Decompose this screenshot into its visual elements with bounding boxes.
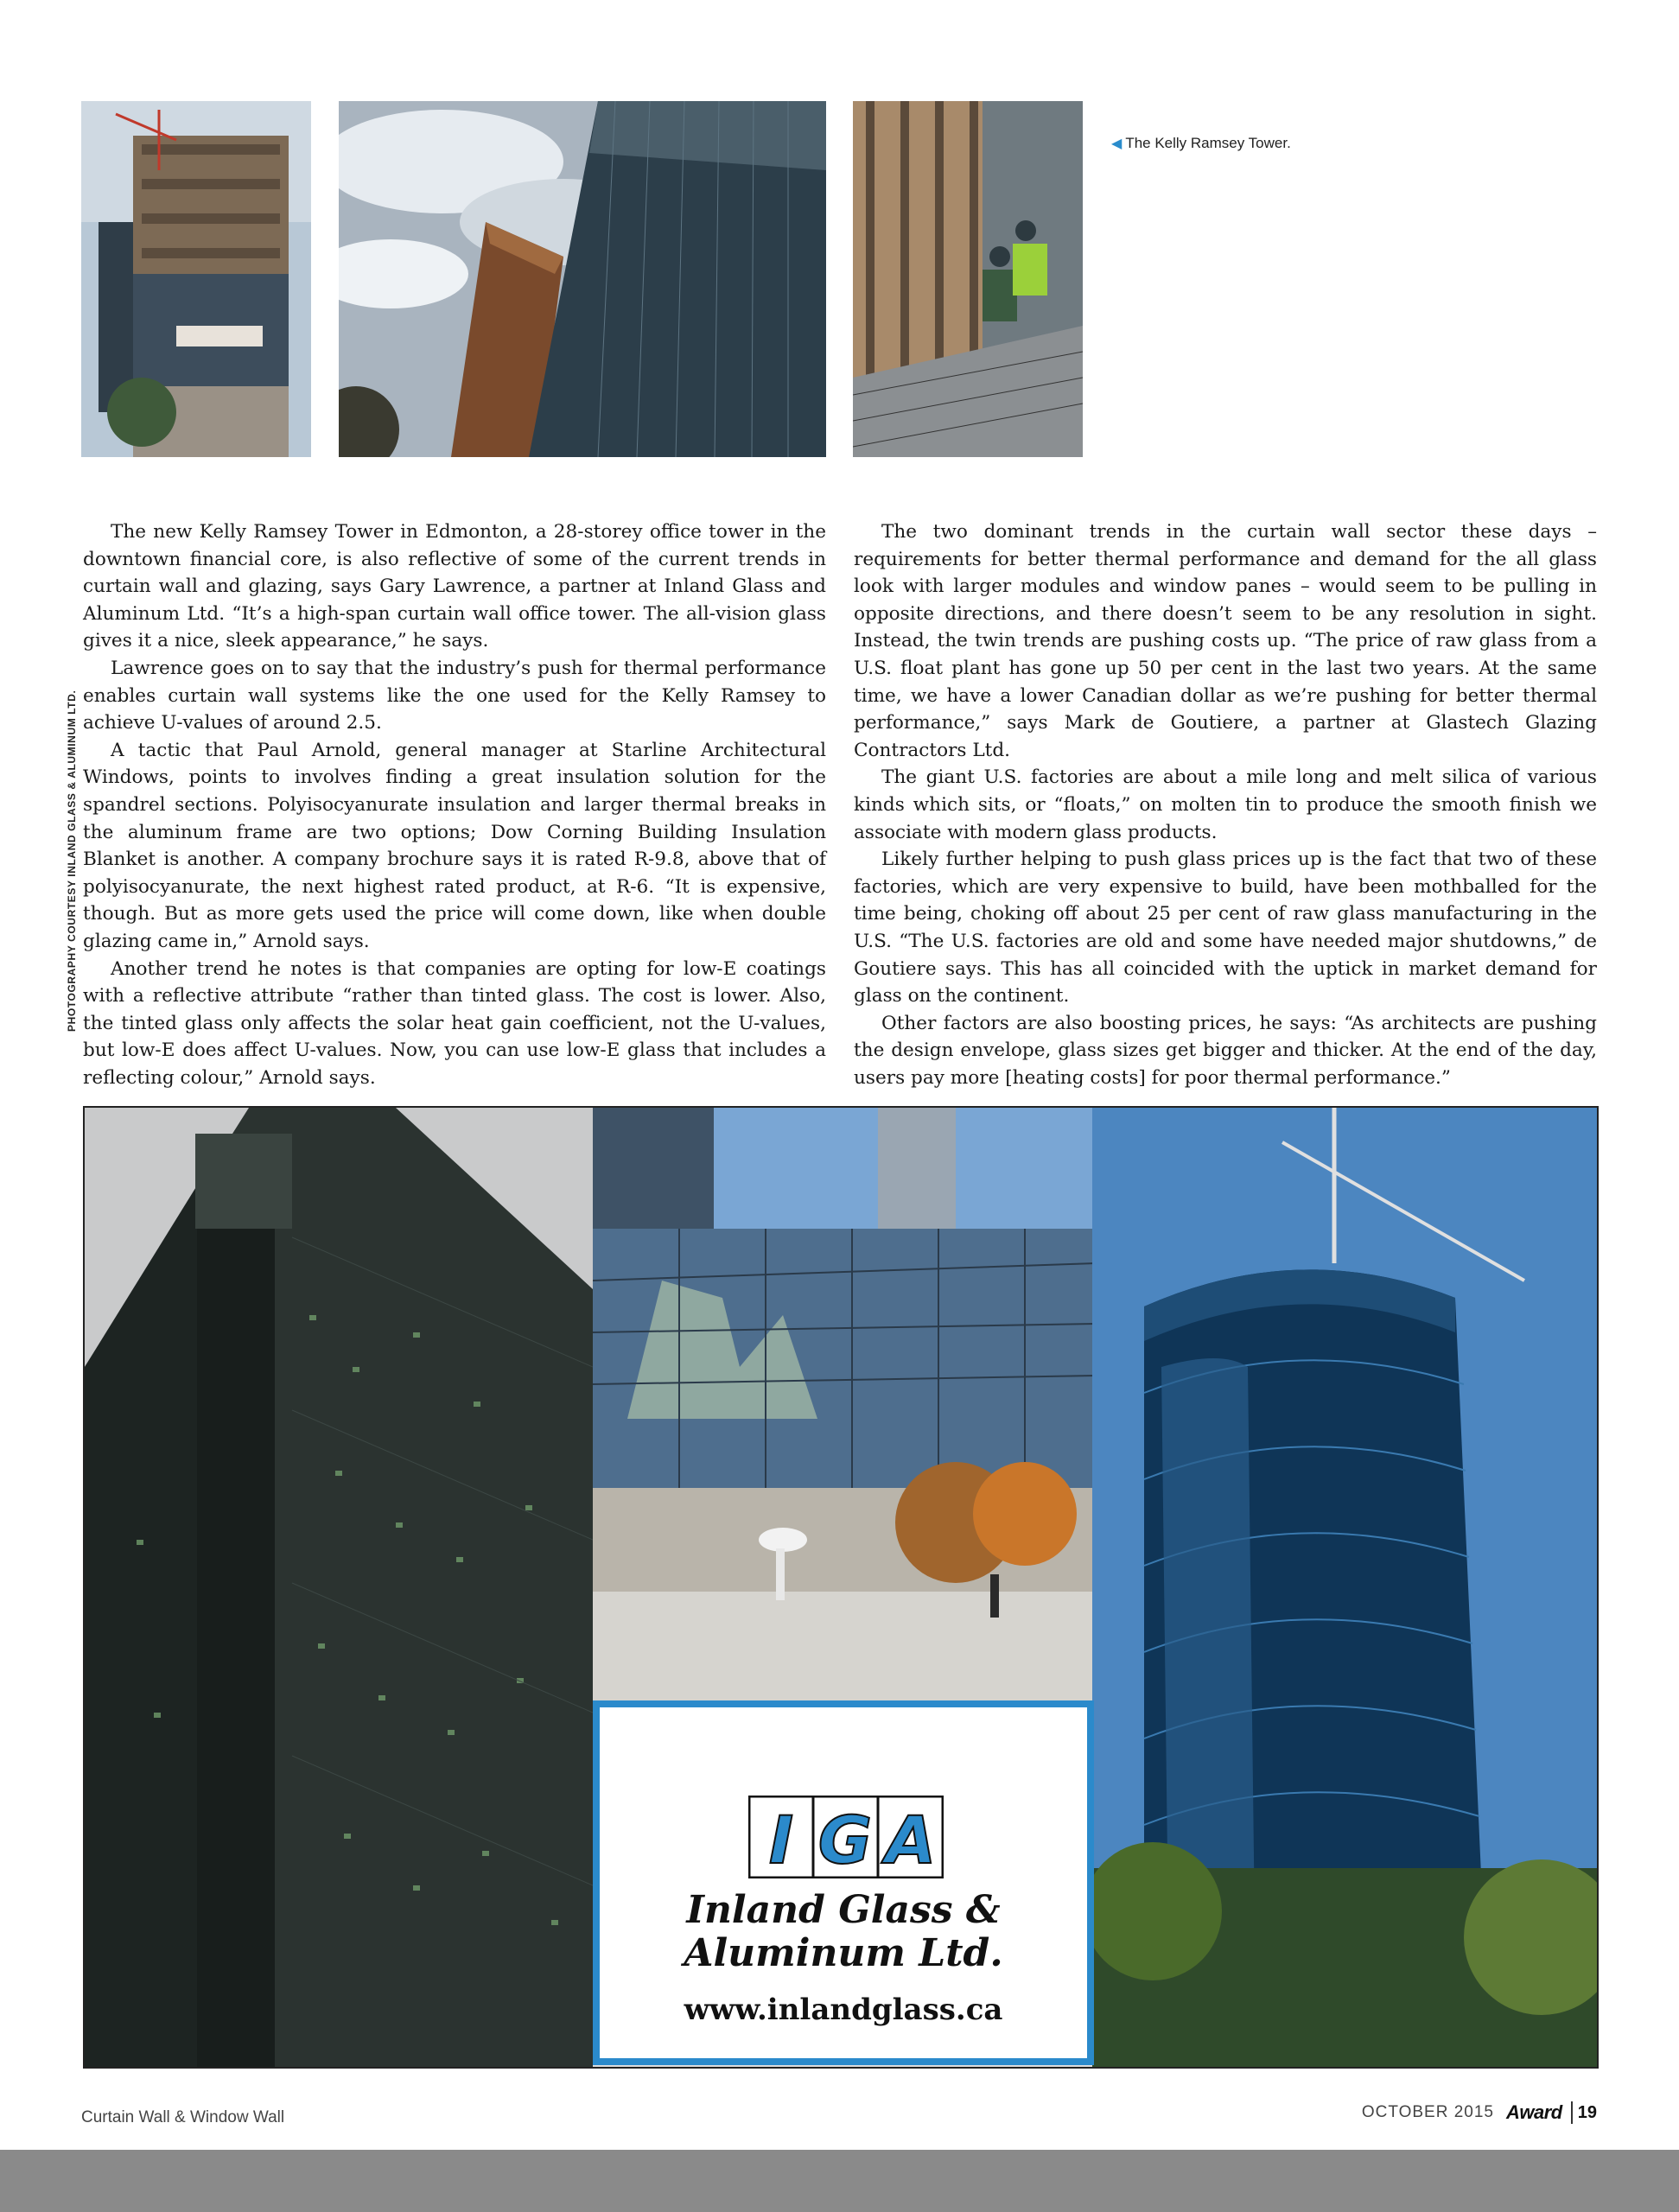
article-column-right [854,518,1597,1091]
advertisement-collage [83,1106,1599,2069]
photo-curved-glass-tower [1092,1108,1599,2067]
paragraph: Another trend he notes is that companies are opting for low-E coatings with a reflective attribute “rather than tinted glass. The cost is lower. Also, the tinted glass only affects the solar heat gain coefficient, not the U-values, but low-E does affect U-values. Now, you can use low-E glass that includes a reflecting colour,” Arnold says. [83,957,826,1089]
iga-logo-icon [748,1796,944,1878]
award-logo: Award [1506,2101,1562,2123]
photo-tower-construction [81,101,311,457]
caret-left-icon: ◀ [1111,137,1123,151]
logo-letter: G [817,1802,873,1878]
company-website[interactable]: www.inlandglass.ca [684,1993,1003,2027]
caption-text: The Kelly Ramsey Tower. [1125,135,1291,151]
paragraph: The two dominant trends in the curtain wall sector these days – requirements for better thermal performance and demand for the all glass look with larger modules and window panes – would seem to be pulling in opposite directions, and there doesn’t seem to be any resolution in sight. Instead, the twin trends are pushing costs up. “The price of raw glass from a U.S. float plant has gone up 50 per cent in the last two years. At the same time, we have a lower Canadian dollar as we’re pushing for better thermal performance,” says Mark de Goutiere, a partner at Glastech Glazing Contractors Ltd. [854,521,1597,761]
footer-section: Curtain Wall & Window Wall [81,2108,285,2126]
logo-letter: I [768,1802,794,1878]
paragraph: Other factors are also boosting prices, he says: “As architects are pushing the design envelope, glass sizes get bigger and thicker. At the end of the day, users pay more [heating costs] for poor thermal performance.” [854,1012,1597,1089]
paragraph: A tactic that Paul Arnold, general manager at Starline Architectural Windows, points to involves finding a great insulation solution for the spandrel sections. Polyisocyanurate insulation and larger thermal breaks in the aluminum frame are two options; Dow Corning Building Insulation Blanket is another. A company brochure says it is rated R-9.8, above that of polyisocyanurate, the next highest rated product, at R-6. “It is expensive, though. But as more gets used the price will come down, like when double glazing came in,” Arnold says. [83,739,826,952]
company-name-line1: Inland Glass & [686,1888,1001,1932]
folio-divider [1571,2101,1573,2124]
paragraph: The new Kelly Ramsey Tower in Edmonton, a 28-storey office tower in the downtown financial core, is also reflective of some of the current trends in curtain wall and glazing, says Gary Lawrence, a partner at Inland Glass and Aluminum Ltd. “It’s a high-span curtain wall office tower. The all-vision glass gives it a nice, sleek appearance,” he says. [83,521,826,652]
bottom-bar [0,2150,1679,2212]
article-column-left [83,518,826,1091]
page-number: 19 [1577,2102,1597,2122]
company-name-line2: Aluminum Ltd. [684,1931,1003,1975]
photo-dark-tower [85,1108,593,2067]
footer-date: OCTOBER 2015 [1361,2103,1494,2121]
photo-reflective-plaza [593,1108,1096,1700]
paragraph: Likely further helping to push glass prices up is the fact that two of these factories, which are very expensive to build, have been mothballed for the time being, choking off about 25 per cent of raw glass manufacturing in the U.S. “The U.S. factories are old and some have needed major shutdowns,” de Goutiere says. This has all coincided with the uptick in market demand for glass on the continent. [854,849,1597,1007]
footer-folio [1362,2101,1597,2124]
paragraph: The giant U.S. factories are about a mile long and melt silica of various kinds which sits, or “floats,” on molten tin to produce the smooth finish we associate with modern glass products. [854,766,1597,843]
paragraph: Lawrence goes on to say that the industry’s push for thermal performance enables curtain wall systems like the one used for the Kelly Ramsey to achieve U-values of around 2.5. [83,657,826,734]
photo-workers-facade [853,101,1083,457]
photo-glass-towers-sky [339,101,826,457]
photo-credit: PHOTOGRAPHY COURTESY INLAND GLASS & ALUMINUM LTD. [66,690,78,1032]
logo-letter: A [885,1802,937,1878]
iga-advertisement [593,1700,1094,2065]
photo-caption [1111,135,1291,152]
